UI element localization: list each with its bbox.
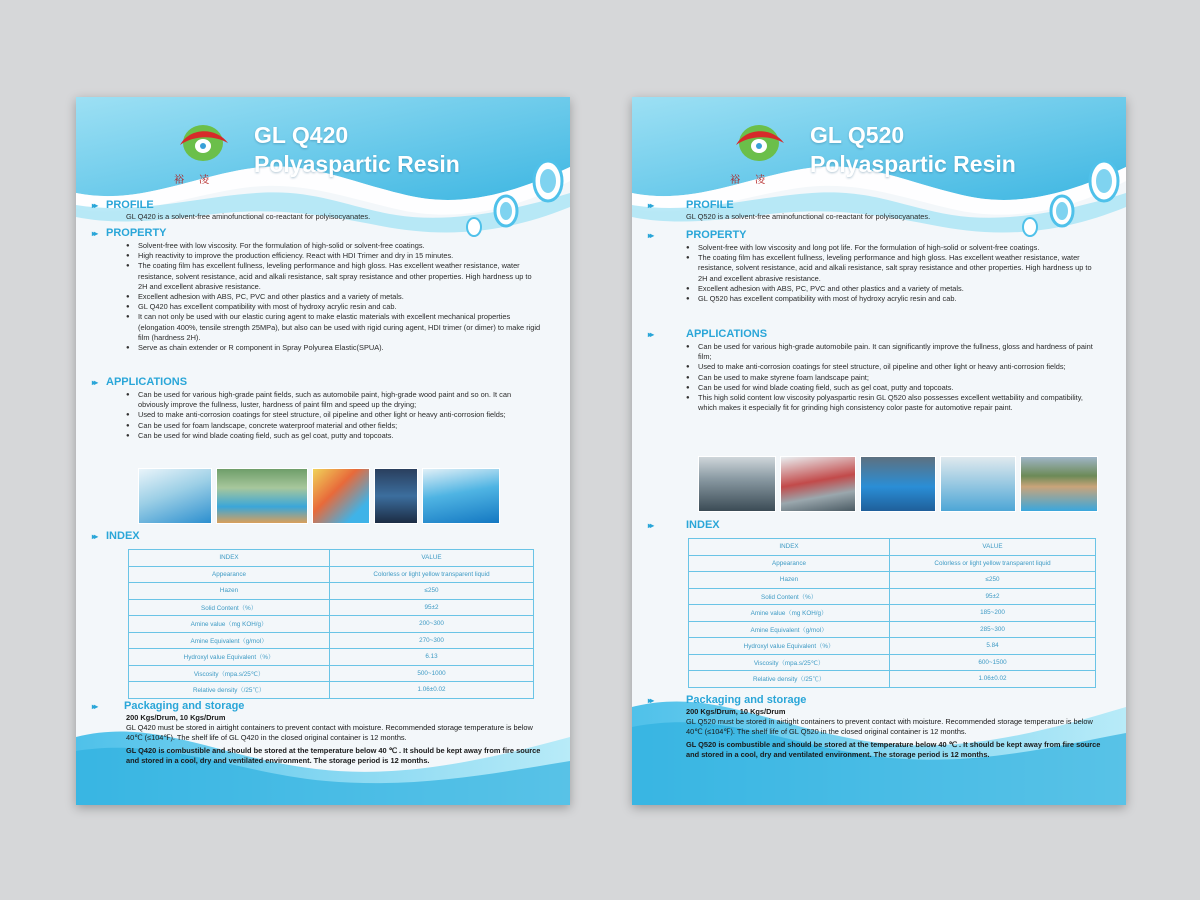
table-cell: 200~300 xyxy=(330,616,534,633)
table-cell: 95±2 xyxy=(330,599,534,616)
company-logo xyxy=(730,121,788,171)
table-cell: 600~1500 xyxy=(890,654,1096,671)
table-row xyxy=(689,588,1096,605)
photo-parking-lot xyxy=(780,456,856,512)
list-item: ● Excellent adhesion with ABS, PC, PVC and other plastics and a variety of metals. xyxy=(138,292,542,302)
index-table xyxy=(688,538,1096,688)
table-row xyxy=(689,638,1096,655)
applications-list xyxy=(632,342,1126,413)
list-item: ● It can not only be used with our elastic curing agent to make elastic materials with excellent mechanical properties (elongation 400%, tensile strength 25MPa), but also can be used with rigid curing agent, HDI trimer (or dimer) to make rigid film (hardness 2H). xyxy=(138,312,542,343)
flyer-q520 xyxy=(632,97,1126,805)
table-cell: Hydroxyl value Equivalent（%） xyxy=(689,638,890,655)
property-list xyxy=(76,241,570,353)
title-code: GL Q420 xyxy=(254,122,349,148)
profile-heading: ▸▸ PROFILE xyxy=(76,199,570,212)
packaging-section xyxy=(76,700,570,766)
packaging-sizes: 200 Kgs/Drum, 10 Kgs/Drum xyxy=(126,713,226,722)
table-cell: Viscosity（mpa.s/25℃） xyxy=(689,654,890,671)
flyer-q420 xyxy=(76,97,570,805)
table-cell: Solid Content（%） xyxy=(689,588,890,605)
safety-note: GL Q520 is combustible and should be stored at the temperature below 40 ℃ . It should be kept away from fire source and stored in a cool, dry and ventilated environment. The storage period is 12 months. xyxy=(686,739,1101,759)
table-cell: VALUE xyxy=(330,550,534,567)
photo-garage xyxy=(698,456,776,512)
title-code: GL Q520 xyxy=(810,122,905,148)
packaging-heading: ▸▸ Packaging and storage xyxy=(632,694,1126,707)
index-section xyxy=(76,530,570,543)
photo-pool-tiles xyxy=(138,468,212,524)
table-cell: 285~300 xyxy=(890,621,1096,638)
table-cell: Colorless or light yellow transparent liquid xyxy=(890,555,1096,572)
table-cell: 1.06±0.02 xyxy=(330,682,534,699)
index-heading: ▸▸ INDEX xyxy=(76,530,570,543)
profile-text: GL Q520 is a solvent-free aminofunctional co-reactant for polyisocyanates. xyxy=(686,212,931,221)
list-item: ● Can be used for various high-grade paint fields, such as automobile paint, high-grade wood paint and so on. It can obviously improve the fullness, luster, hardness of paint film and speed up the drying; xyxy=(138,390,542,410)
table-row xyxy=(129,682,534,699)
title-name: Polyaspartic Resin xyxy=(810,151,1016,177)
table-cell: 5.84 xyxy=(890,638,1096,655)
table-row xyxy=(689,605,1096,622)
table-row xyxy=(129,632,534,649)
list-item: ● Can be used for wind blade coating field, such as gel coat, putty and topcoats. xyxy=(698,383,1098,393)
table-cell: 270~300 xyxy=(330,632,534,649)
packaging-section xyxy=(632,694,1126,760)
profile-text: GL Q420 is a solvent-free aminofunctional co-reactant for polyisocyanates. xyxy=(126,212,371,221)
applications-section xyxy=(76,376,570,441)
table-row xyxy=(129,599,534,616)
list-item: ● Can be used for various high-grade automobile pain. It can significantly improve the fullness, gloss and hardness of paint film; xyxy=(698,342,1098,362)
table-cell: INDEX xyxy=(129,550,330,567)
table-cell: 500~1000 xyxy=(330,665,534,682)
photo-water-park xyxy=(216,468,308,524)
table-cell: Colorless or light yellow transparent liquid xyxy=(330,566,534,583)
table-header-row xyxy=(689,539,1096,556)
list-item: ● GL Q520 has excellent compatibility with most of hydroxy acrylic resin and cab. xyxy=(698,294,1098,304)
index-table xyxy=(128,549,534,699)
safety-note: GL Q420 is combustible and should be stored at the temperature below 40 ℃ . It should be kept away from fire source and stored in a cool, dry and ventilated environment. The storage period is 12 months. xyxy=(126,745,541,765)
list-item: ● Serve as chain extender or R component in Spray Polyurea Elastic(SPUA). xyxy=(138,343,542,353)
table-row xyxy=(129,583,534,600)
application-photos xyxy=(138,468,500,524)
table-cell: 185~200 xyxy=(890,605,1096,622)
logo-text: 裕 凌 xyxy=(730,175,772,186)
table-cell: 95±2 xyxy=(890,588,1096,605)
table-cell: Relative density（/25℃） xyxy=(129,682,330,699)
photo-blue-floor xyxy=(860,456,936,512)
property-section xyxy=(76,227,570,353)
table-cell: Relative density（/25℃） xyxy=(689,671,890,688)
list-item: ● Can be used for wind blade coating field, such as gel coat, putty and topcoats. xyxy=(138,431,542,441)
list-item: ● Solvent-free with low viscosity. For the formulation of high-solid or solvent-free coatings. xyxy=(138,241,542,251)
table-header-row xyxy=(129,550,534,567)
table-cell: Appearance xyxy=(689,555,890,572)
list-item: ● Can be used to make styrene foam landscape paint; xyxy=(698,373,1098,383)
property-list xyxy=(632,243,1126,304)
title-name: Polyaspartic Resin xyxy=(254,151,460,177)
list-item: ● GL Q420 has excellent compatibility with most of hydroxy acrylic resin and cab. xyxy=(138,302,542,312)
table-row xyxy=(689,671,1096,688)
property-heading: ▸▸ PROPERTY xyxy=(632,229,1126,242)
list-item: ● Solvent-free with low viscosity and long pot life. For the formulation of high-solid or solvent-free coatings. xyxy=(698,243,1098,253)
company-logo xyxy=(174,121,232,171)
table-cell: 6.13 xyxy=(330,649,534,666)
table-row xyxy=(129,649,534,666)
table-cell: Amine Equivalent（g/mol） xyxy=(129,632,330,649)
table-row xyxy=(129,616,534,633)
table-cell: Hydroxyl value Equivalent（%） xyxy=(129,649,330,666)
table-cell: Hazen xyxy=(689,572,890,589)
table-cell: ≤250 xyxy=(330,583,534,600)
list-item: ● Used to make anti-corrosion coatings for steel structure, oil pipeline and other light or heavy anti-corrosion fields; xyxy=(138,410,542,420)
list-item: ● Excellent adhesion with ABS, PC, PVC and other plastics and a variety of metals. xyxy=(698,284,1098,294)
photo-blue-pool xyxy=(422,468,500,524)
logo-text: 裕 凌 xyxy=(174,175,216,186)
profile-section xyxy=(632,199,1126,222)
photo-water-slide xyxy=(312,468,370,524)
table-cell: Amine value（mg KOH/g） xyxy=(689,605,890,622)
index-section xyxy=(632,519,1126,532)
table-cell: Appearance xyxy=(129,566,330,583)
table-cell: Hazen xyxy=(129,583,330,600)
photo-light-floor xyxy=(940,456,1016,512)
table-row xyxy=(689,555,1096,572)
table-cell: Solid Content（%） xyxy=(129,599,330,616)
property-heading: ▸▸ PROPERTY xyxy=(76,227,570,240)
applications-list xyxy=(76,390,570,441)
table-cell: VALUE xyxy=(890,539,1096,556)
profile-heading: ▸▸ PROFILE xyxy=(632,199,1126,212)
photo-pool-building xyxy=(1020,456,1098,512)
table-row xyxy=(689,621,1096,638)
table-cell: Amine value（mg KOH/g） xyxy=(129,616,330,633)
table-row xyxy=(689,654,1096,671)
table-cell: Viscosity（mpa.s/25℃） xyxy=(129,665,330,682)
list-item: ● High reactivity to improve the production efficiency. React with HDI Trimer and dry in 15 minutes. xyxy=(138,251,542,261)
product-title xyxy=(810,121,1016,179)
table-cell: 1.06±0.02 xyxy=(890,671,1096,688)
profile-section xyxy=(76,199,570,222)
table-row xyxy=(129,566,534,583)
storage-note: GL Q520 must be stored in airtight containers to prevent contact with moisture. Recommended storage temperature is below 40℃ (≤104℉). The shelf life of GL Q520 in the closed original container is 12 months. xyxy=(686,717,1093,737)
table-row xyxy=(689,572,1096,589)
table-cell: INDEX xyxy=(689,539,890,556)
photo-container-interior xyxy=(374,468,418,524)
list-item: ● This high solid content low viscosity polyaspartic resin GL Q520 also possesses excellent wettability and compatibility, which makes it especially fit for grinding high consistency color paste for automotive repair paint. xyxy=(698,393,1098,413)
product-title xyxy=(254,121,460,179)
applications-heading: ▸▸ APPLICATIONS xyxy=(632,328,1126,341)
list-item: ● The coating film has excellent fullness, leveling performance and high gloss. Has excellent weather resistance, water resistance, solvent resistance, acid and alkali resistance, salt spray resistance and other properties. High hardness up to 2H and excellent abrasive resistance. xyxy=(138,261,542,292)
applications-section xyxy=(632,328,1126,413)
table-cell: Amine Equivalent（g/mol） xyxy=(689,621,890,638)
property-section xyxy=(632,229,1126,304)
storage-note: GL Q420 must be stored in airtight containers to prevent contact with moisture. Recommended storage temperature is below 40℃ (≤104℉). The shelf life of GL Q420 in the closed original container is 12 months. xyxy=(126,723,533,743)
list-item: ● Can be used for foam landscape, concrete waterproof material and other fields; xyxy=(138,421,542,431)
packaging-heading: ▸▸ Packaging and storage xyxy=(76,700,570,713)
list-item: ● Used to make anti-corrosion coatings for steel structure, oil pipeline and other light or heavy anti-corrosion fields; xyxy=(698,362,1098,372)
index-heading: ▸▸ INDEX xyxy=(632,519,1126,532)
packaging-sizes: 200 Kgs/Drum, 10 Kgs/Drum xyxy=(686,707,786,716)
application-photos xyxy=(698,456,1098,512)
applications-heading: ▸▸ APPLICATIONS xyxy=(76,376,570,389)
table-cell: ≤250 xyxy=(890,572,1096,589)
table-row xyxy=(129,665,534,682)
list-item: ● The coating film has excellent fullness, leveling performance and high gloss. Has excellent weather resistance, water resistance, solvent resistance, acid and alkali resistance, salt spray resistance and other properties. High hardness up to 2H and excellent abrasive resistance. xyxy=(698,253,1098,284)
